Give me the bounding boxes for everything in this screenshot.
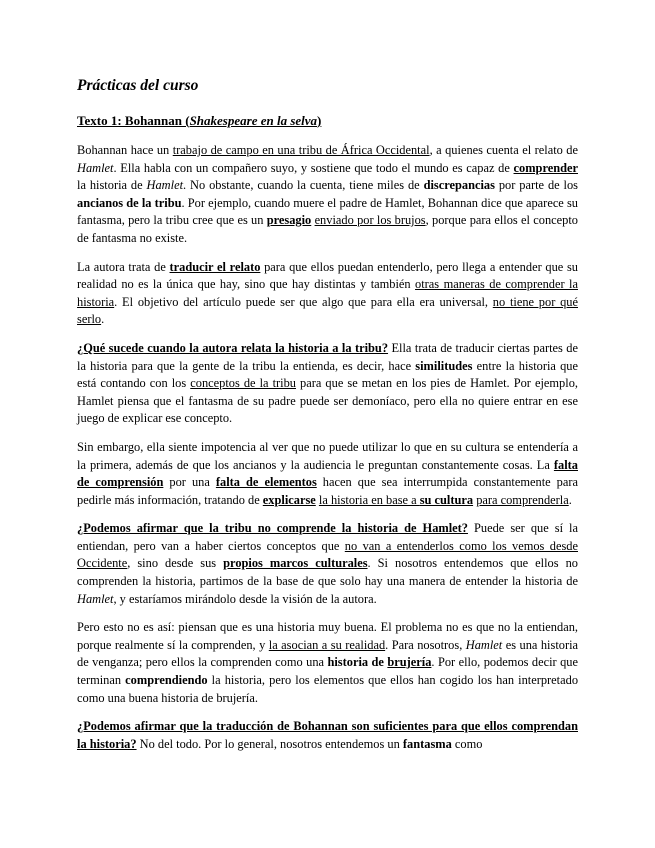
text-run: Bohannan hace un — [77, 143, 173, 157]
text-run: por parte de los — [494, 178, 579, 193]
text-run: conceptos de la tribu — [190, 376, 296, 391]
text-run: Hamlet — [146, 178, 184, 193]
text-run: para comprenderla — [476, 492, 569, 507]
text-run: Hamlet — [77, 160, 114, 175]
text-run: . El objetivo del artículo puede ser que algo que para ella era universal, — [114, 294, 493, 309]
paragraph — [77, 718, 578, 753]
text-run: fantasma — [402, 736, 452, 751]
text-run: similitudes — [415, 358, 473, 373]
text-run: falta de comprensión — [77, 457, 578, 490]
paragraph — [77, 439, 578, 509]
text-run: su cultura — [419, 492, 474, 507]
text-run: , sino desde sus — [127, 556, 224, 571]
text-run: no tiene por qué serlo — [77, 294, 578, 327]
paragraph — [77, 142, 578, 248]
text-run: es una historia de venganza; pero ellos la comprenden como una — [77, 637, 579, 670]
text-run: Hamlet — [77, 591, 114, 606]
text-run: . Por ejemplo, cuando muere el padre de Hamlet, Bohannan dice que aparece su fantasma, pero la tribu cree que es un — [77, 195, 578, 228]
text-run: por una — [163, 475, 216, 490]
subtitle-prefix: Texto 1: Bohannan ( — [77, 113, 190, 128]
text-run: trabajo de campo en una tribu de África Occidental — [172, 143, 430, 157]
text-run: Pero esto no es así: piensan que es una historia muy buena. El problema no es que no la entiendan, porque realmente sí la comprenden, y — [77, 620, 578, 652]
text-run: otras maneras de comprender la historia — [77, 277, 578, 309]
text-run: . Si nosotros entendemos que ellos no comprenden la historia, partimos de la base de que solo hay una manera de entender la historia de — [77, 556, 578, 589]
text-run: para que ellos puedan entenderlo, pero llega a entender que su realidad no es la única que hay, sino que hay distintas y también — [77, 259, 578, 292]
text-run: entre la historia que está contando con los — [77, 358, 579, 391]
text-run: no van a entenderlos como los vemos desde Occidente — [77, 538, 578, 571]
text-run: . Ella habla con un compañero suyo, y sostiene que todo el mundo es capaz de — [113, 160, 514, 175]
paragraph — [77, 259, 578, 329]
text-run: la historia de — [77, 178, 147, 193]
text-run: La autora trata de — [77, 259, 170, 274]
text-run: , a quienes cuenta el relato de — [429, 143, 578, 157]
paragraph — [77, 520, 578, 608]
text-run: ¿Qué sucede cuando la autora relata la historia a la tribu? — [77, 340, 389, 355]
text-run: ¿Podemos afirmar que la traducción de Bohannan son suficientes para que ellos comprendan la historia? — [77, 719, 578, 751]
text-run: Sin embargo, ella siente impotencia al ver que no puede utilizar lo que en su cultura se entendería a la primera, además de que los ancianos y la audiencia le preguntan constantemente cosas. La — [77, 439, 578, 472]
text-run: hacen que sea interrumpida constantemente para pedirle más información, tratando de — [77, 475, 579, 507]
text-run: falta de elementos — [215, 475, 317, 490]
text-run: . Por ello, podemos decir que terminan — [77, 655, 578, 688]
text-run: como — [451, 736, 483, 751]
text-run: historia de — [327, 655, 388, 670]
text-run: comprender — [513, 160, 578, 175]
subtitle-underline — [77, 113, 321, 128]
document-subtitle — [77, 112, 578, 130]
text-run: presagio — [266, 213, 312, 228]
text-run: la asocian a su realidad — [268, 637, 386, 652]
text-run: Puede ser que sí la entiendan, pero van a haber ciertos conceptos que — [77, 521, 578, 553]
paragraph — [77, 619, 578, 707]
text-run: No del todo. Por lo general, nosotros entendemos un — [136, 736, 403, 751]
text-run: , y estaríamos mirándolo desde la visión de la autora. — [113, 591, 377, 606]
text-run: para que se metan en los pies de Hamlet. Por ejemplo, Hamlet piensa que el fantasma de su padre puede ser demoníaco, pero ella no quiere entrar en ese juego de explicar ese concepto. — [77, 376, 578, 426]
document-title: Prácticas del curso — [77, 77, 199, 94]
subtitle-suffix: ) — [317, 113, 322, 128]
subtitle-italic: Shakespeare en la selva — [189, 113, 318, 128]
text-run: discrepancias — [423, 178, 495, 193]
body-text — [77, 142, 578, 753]
text-run: explicarse — [262, 492, 316, 507]
text-run: la historia, pero los elementos que ellos han cogido los han interpretado como una buena historia de brujería. — [77, 673, 579, 705]
text-run: . — [101, 312, 105, 327]
text-run: enviado por los brujos — [314, 213, 426, 228]
text-run: comprendiendo — [125, 673, 208, 688]
text-run: . — [568, 492, 572, 507]
text-run: Ella trata de traducir ciertas partes de la historia para que la gente de la tribu la entienda, es decir, hace — [77, 340, 578, 373]
text-run: ancianos de la tribu — [77, 195, 182, 210]
text-run: . Para nosotros, — [385, 637, 466, 652]
text-run: traducir el relato — [169, 259, 261, 274]
text-run: Hamlet — [465, 637, 503, 652]
text-run: , porque para ellos el concepto de fantasma no existe. — [77, 213, 578, 245]
text-run: ¿Podemos afirmar que la tribu no comprende la historia de Hamlet? — [77, 521, 468, 536]
text-run: brujería — [387, 655, 432, 670]
paragraph — [77, 340, 578, 428]
text-run: la historia en base a — [318, 492, 420, 507]
text-run: propios marcos culturales — [223, 556, 368, 571]
text-run: . No obstante, cuando la cuenta, tiene miles de — [183, 178, 424, 193]
